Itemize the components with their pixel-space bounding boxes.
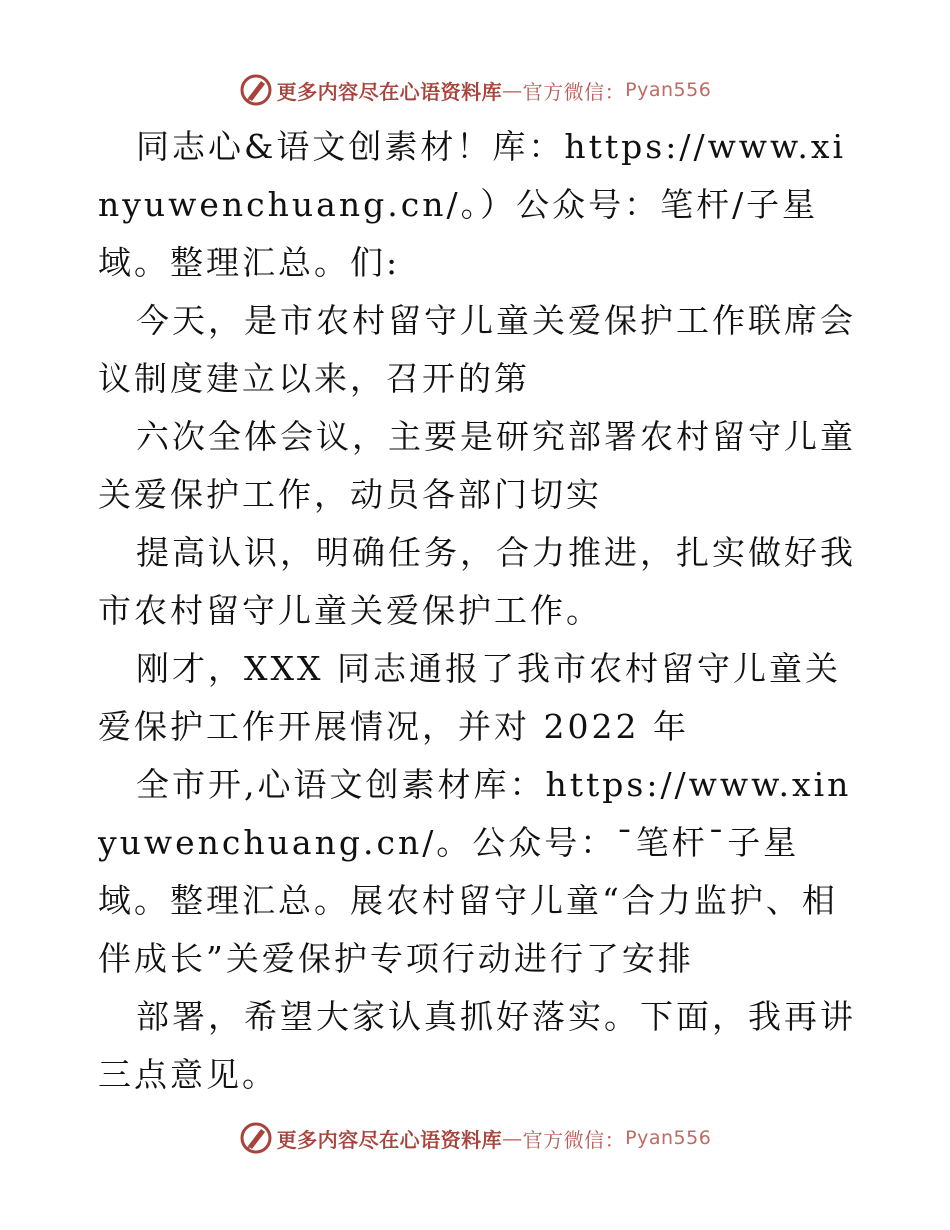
banner-dash: — bbox=[502, 1126, 523, 1150]
banner-dash: — bbox=[502, 78, 523, 102]
paragraph: 全市开,心语文创素材库：https://www.xinyuwenchuang.cn/。公众号：¯笔杆¯子星域。整理汇总。展农村留守儿童“合力监护、相伴成长”关爱保护专项行动进行了安排 bbox=[98, 765, 852, 978]
paragraph: 部署，希望大家认真抓好落实。下面，我再讲三点意见。 bbox=[98, 997, 856, 1094]
banner-wechat-label: 官方微信： bbox=[522, 79, 626, 104]
paragraph: 今天，是市农村留守儿童关爱保护工作联席会议制度建立以来，召开的第 bbox=[98, 301, 856, 398]
paragraph: 刚才，XXX 同志通报了我市农村留守儿童关爱保护工作开展情况，并对 2022 年 bbox=[98, 649, 841, 746]
footer-banner bbox=[0, 1118, 950, 1158]
header-banner bbox=[0, 70, 950, 110]
banner-title: 更多内容尽在心语资料库 bbox=[276, 79, 503, 104]
banner-wechat-label: 官方微信： bbox=[522, 1127, 626, 1152]
paragraph: 同志心&语文创素材！库：https://www.xinyuwenchuang.cn/。）公众号：笔杆/子星域。整理汇总。们: bbox=[98, 127, 847, 282]
paragraph: 提高认识，明确任务，合力推进，扎实做好我市农村留守儿童关爱保护工作。 bbox=[98, 533, 856, 630]
pen-logo-icon bbox=[239, 73, 273, 107]
banner-wechat-id: Pyan556 bbox=[625, 1127, 712, 1149]
banner-wechat-id: Pyan556 bbox=[625, 79, 712, 101]
paragraph: 六次全体会议，主要是研究部署农村留守儿童关爱保护工作，动员各部门切实 bbox=[98, 417, 856, 514]
banner-title: 更多内容尽在心语资料库 bbox=[276, 1127, 503, 1152]
document-body bbox=[98, 118, 858, 1104]
pen-logo-icon bbox=[239, 1121, 273, 1155]
